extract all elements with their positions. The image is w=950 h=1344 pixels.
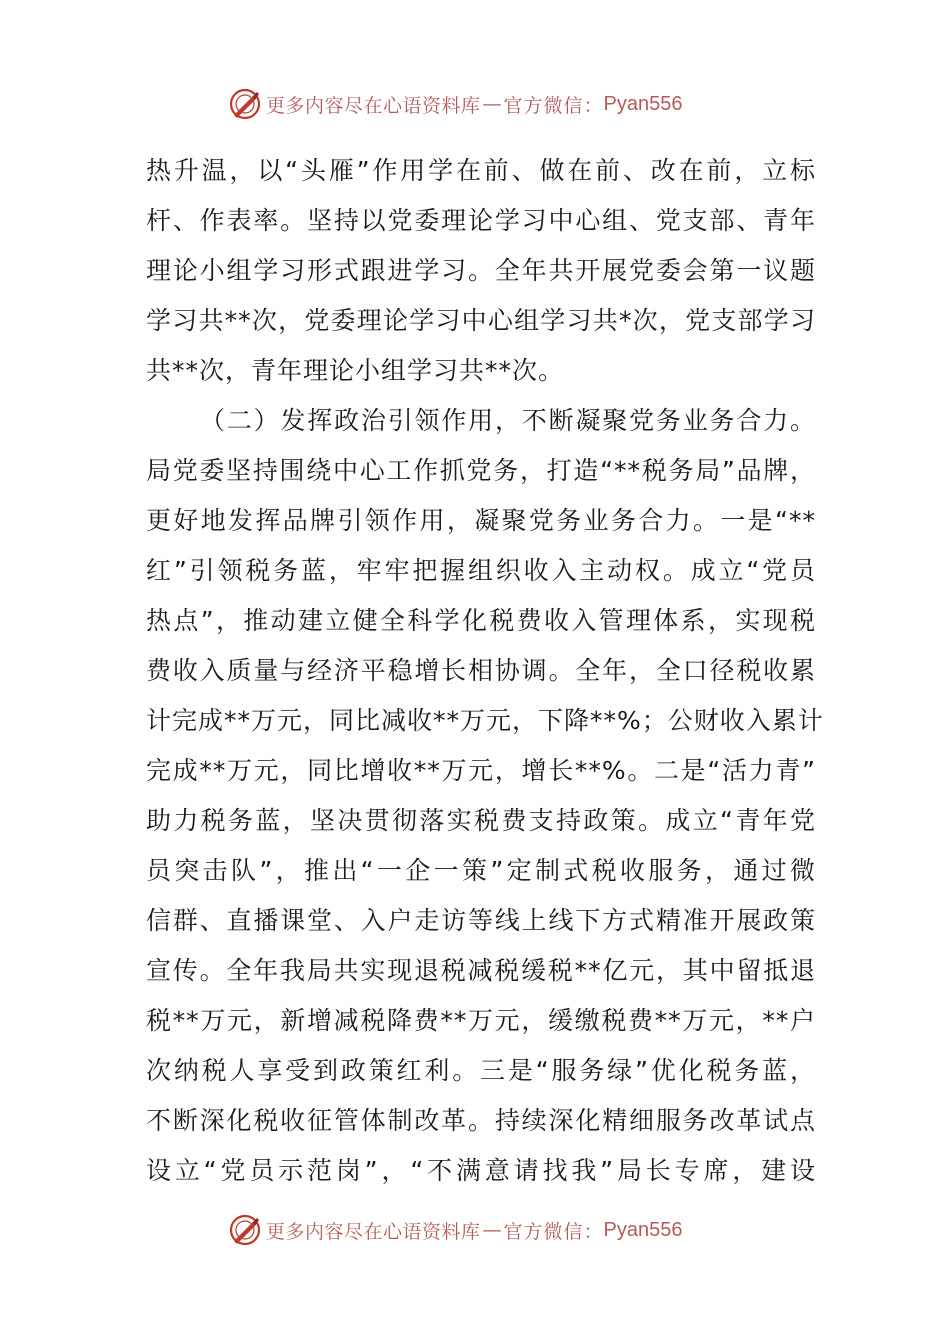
text-line: 费收入质量与经济平稳增长相协调。全年，全口径税收累	[146, 656, 816, 685]
text-line: 局党委坚持围绕中心工作抓党务，打造“**税务局”品牌，	[146, 456, 816, 485]
text-line: 杆、作表率。坚持以党委理论学习中心组、党支部、青年	[146, 206, 816, 235]
text-line: 不断深化税收征管体制改革。持续深化精细服务改革试点	[146, 1106, 816, 1135]
banner-wechat-id: Pyan556	[603, 92, 683, 115]
text-line: 信群、直播课堂、入户走访等线上线下方式精准开展政策	[146, 906, 816, 935]
header-banner	[228, 86, 683, 122]
document-body	[146, 146, 824, 1196]
text-line: 宣传。全年我局共实现退税减税缓税**亿元，其中留抵退	[146, 956, 816, 985]
banner-wechat-id: Pyan556	[603, 1218, 683, 1241]
text-line: 红”引领税务蓝，牢牢把握组织收入主动权。成立“党员	[146, 556, 816, 585]
banner-text: 更多内容尽在心语资料库	[266, 94, 481, 117]
pen-logo-icon	[228, 1213, 262, 1247]
text-line: 计完成**万元，同比减收**万元，下降**%；公财收入累计	[146, 706, 824, 735]
text-line: 热点”，推动建立健全科学化税费收入管理体系，实现税	[146, 606, 816, 635]
text-line: 更好地发挥品牌引领作用，凝聚党务业务合力。一是“**	[146, 506, 816, 535]
text-line: 学习共**次，党委理论学习中心组学习共*次，党支部学习	[146, 306, 816, 335]
text-line: 热升温，以“头雁”作用学在前、做在前、改在前，立标	[146, 156, 816, 185]
text-line: 助力税务蓝，坚决贯彻落实税费支持政策。成立“青年党	[146, 806, 816, 835]
section-heading: （二）发挥政治引领作用，不断凝聚党务业务合力。	[200, 406, 816, 435]
banner-separator: —	[482, 1219, 502, 1241]
text-line: 完成**万元，同比增收**万元，增长**%。二是“活力青”	[146, 756, 816, 785]
text-line: 共**次，青年理论小组学习共**次。	[146, 356, 565, 385]
text-line: 员突击队”，推出“一企一策”定制式税收服务，通过微	[146, 856, 816, 885]
banner-separator: —	[482, 93, 502, 115]
footer-banner	[228, 1212, 683, 1248]
text-line: 税**万元，新增减税降费**万元，缓缴税费**万元，**户	[146, 1006, 816, 1035]
text-line: 设立“党员示范岗”，“不满意请找我”局长专席，建设	[146, 1156, 816, 1185]
banner-text: 更多内容尽在心语资料库	[266, 1220, 481, 1243]
banner-wechat-label: 官方微信：	[503, 94, 604, 117]
text-line: 次纳税人享受到政策红利。三是“服务绿”优化税务蓝，	[146, 1056, 816, 1085]
text-line: 理论小组学习形式跟进学习。全年共开展党委会第一议题	[146, 256, 816, 285]
banner-wechat-label: 官方微信：	[503, 1220, 604, 1243]
pen-logo-icon	[228, 87, 262, 121]
